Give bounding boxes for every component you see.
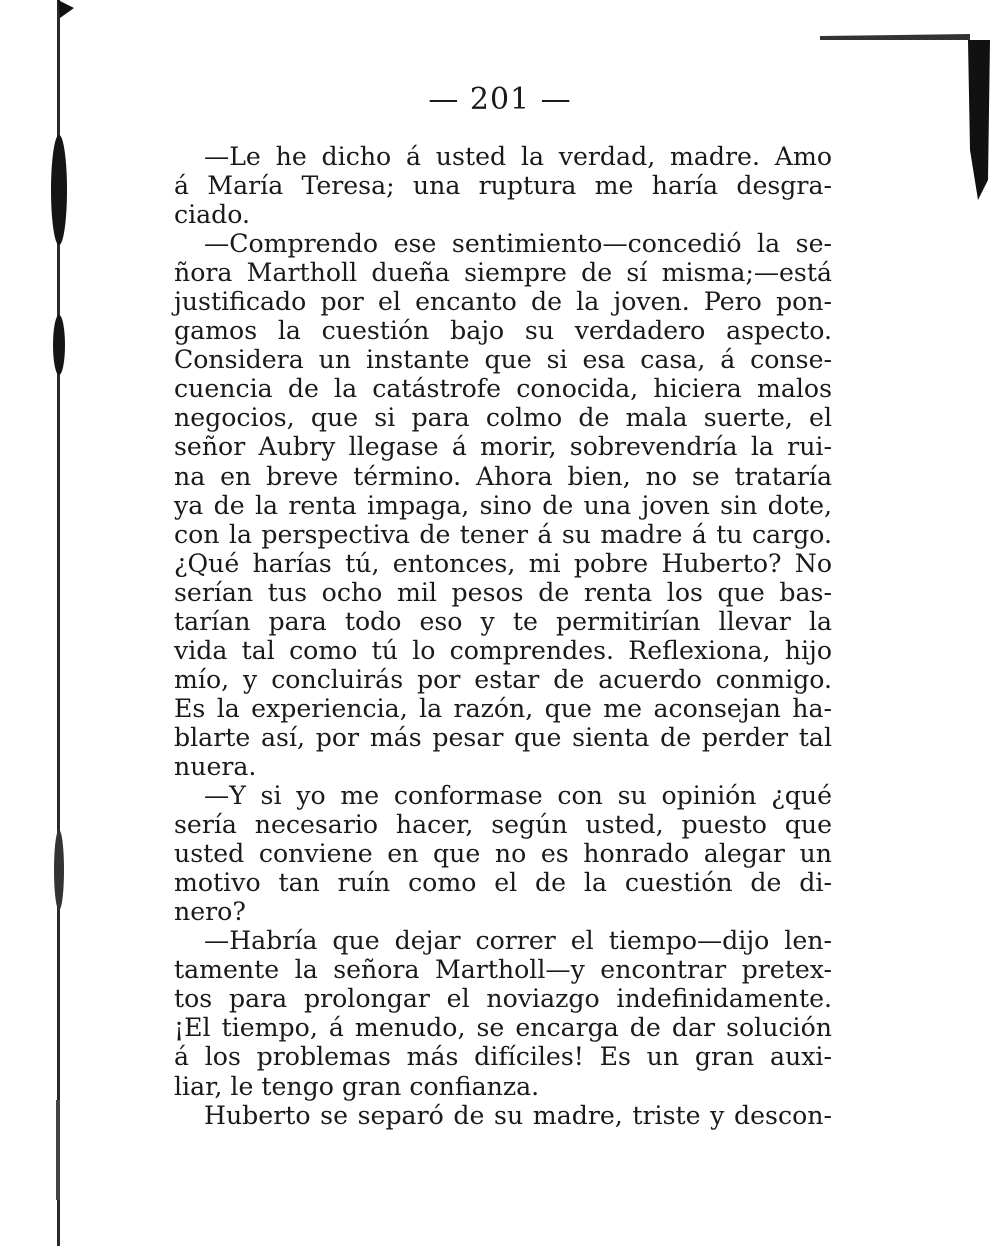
text-line: á María Teresa; una ruptura me haría desgra-: [174, 171, 832, 201]
text-line: ¿Qué harías tú, entonces, mi pobre Huberto? No: [174, 548, 832, 578]
text-line: tarían para todo eso y te permitirían llevar la: [174, 606, 832, 636]
text-line: ñora Martholl dueña siempre de sí misma;—está: [174, 258, 832, 288]
text-line: tos para prolongar el noviazgo indefinidamente.: [174, 984, 832, 1014]
text-line: mío, y concluirás por estar de acuerdo conmigo.: [174, 664, 832, 694]
text-line: Huberto se separó de su madre, triste y descon-: [204, 1100, 832, 1130]
text-line: —Y si yo me conformase con su opinión ¿qué: [204, 781, 832, 811]
text-line: liar, le tengo gran confianza.: [174, 1071, 540, 1101]
text-line: Considera un instante que si esa casa, á conse-: [174, 345, 832, 375]
text-line: gamos la cuestión bajo su verdadero aspecto.: [174, 316, 832, 346]
text-line: ¡El tiempo, á menudo, se encarga de dar solución: [174, 1013, 832, 1043]
text-line: nero?: [174, 897, 246, 927]
page-number: — 201 —: [428, 82, 572, 117]
text-line: na en breve término. Ahora bien, no se trataría: [174, 461, 832, 491]
text-line: sería necesario hacer, según usted, puesto que: [174, 810, 832, 840]
text-line: —Le he dicho á usted la verdad, madre. Amo: [204, 142, 832, 171]
text-line: motivo tan ruín como el de la cuestión de di-: [174, 868, 832, 898]
text-line: á los problemas más difíciles! Es un gran auxi-: [174, 1042, 832, 1072]
text-line: ciado.: [174, 200, 251, 230]
text-line: —Habría que dejar correr el tiempo—dijo len-: [204, 926, 832, 956]
scan-edge-left: [44, 0, 74, 1246]
text-line: cuencia de la catástrofe conocida, hiciera malos: [174, 374, 832, 404]
text-line: usted conviene en que no es honrado alegar un: [174, 839, 832, 869]
text-line: blarte así, por más pesar que sienta de perder tal: [174, 722, 832, 752]
scan-edge-right: [820, 30, 1000, 230]
text-line: vida tal como tú lo comprendes. Reflexiona, hijo: [174, 635, 832, 665]
text-line: justificado por el encanto de la joven. Pero pon-: [174, 287, 832, 317]
text-line: nuera.: [174, 751, 257, 781]
text-line: con la perspectiva de tener á su madre á tu cargo.: [174, 519, 832, 549]
text-line: negocios, que si para colmo de mala suerte, el: [174, 403, 832, 433]
body-text: [174, 142, 832, 1130]
text-line: tamente la señora Martholl—y encontrar pretex-: [174, 955, 832, 985]
text-line: —Comprendo ese sentimiento—concedió la se-: [204, 229, 832, 259]
text-line: serían tus ocho mil pesos de renta los que bas-: [174, 577, 832, 607]
text-line: señor Aubry llegase á morir, sobrevendría la rui-: [174, 432, 832, 462]
text-line: ya de la renta impaga, sino de una joven sin dote,: [174, 490, 832, 520]
text-line: Es la experiencia, la razón, que me aconsejan ha-: [174, 693, 832, 723]
